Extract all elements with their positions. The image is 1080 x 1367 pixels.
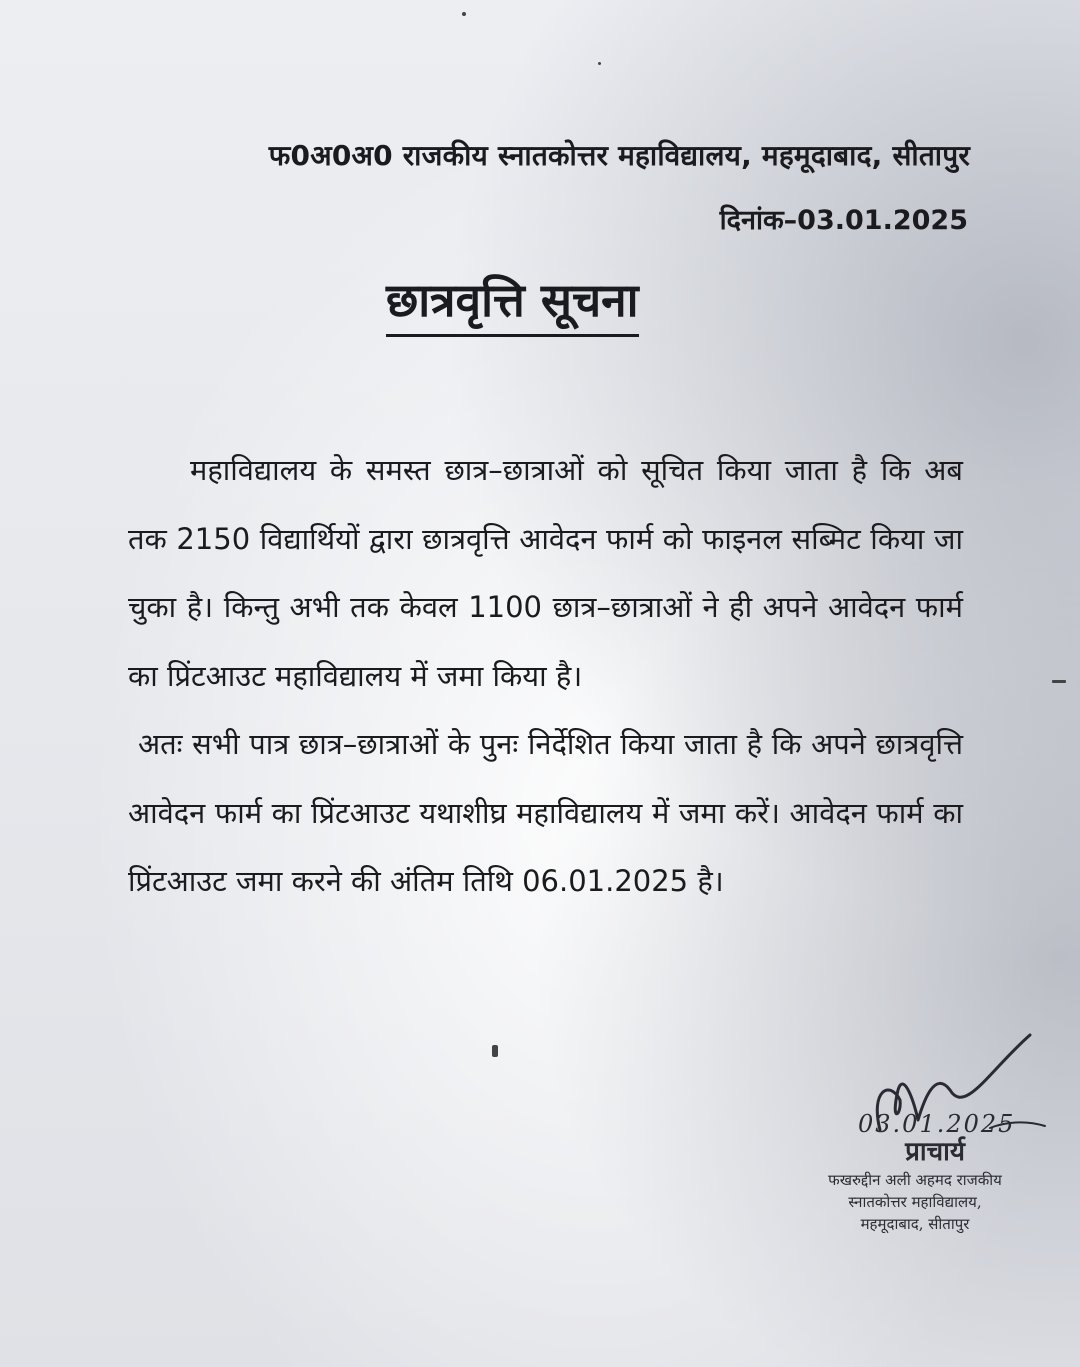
stamp-line-1: फखरुद्दीन अली अहमद राजकीय [828, 1171, 1002, 1189]
principal-stamp [790, 1135, 1040, 1235]
paper-speck [492, 1045, 498, 1057]
principal-designation: प्राचार्य [905, 1137, 965, 1167]
stamp-line-3: महमूदाबाद, सीतापुर [860, 1215, 970, 1233]
paper-speck [598, 62, 601, 65]
paper-speck [462, 12, 466, 16]
notice-title: छात्रवृत्ति सूचना [386, 268, 639, 337]
paper-speck [1052, 680, 1066, 683]
signature-date: 03.01.2025 [858, 1110, 1016, 1138]
notice-paragraph-1: महाविद्यालय के समस्त छात्र–छात्राओं को सूचित किया जाता है कि अब तक 2150 विद्यार्थियों द्वारा छात्रवृत्ति आवेदन फार्म को फाइनल सब्मिट किया जा चुका है। किन्तु अभी तक केवल 1100 छात्र–छात्राओं ने ही अपने आवेदन फार्म का प्रिंटआउट महाविद्यालय में जमा किया है। [128, 453, 963, 693]
notice-date: दिनांक–03.01.2025 [719, 205, 968, 236]
stamp-line-2: स्नातकोत्तर महाविद्यालय, [848, 1193, 982, 1211]
notice-paragraph-2: अतः सभी पात्र छात्र–छात्राओं के पुनः निर्देशित किया जाता है कि अपने छात्रवृत्ति आवेदन फार्म का प्रिंटआउट यथाशीघ्र महाविद्यालय में जमा करें। आवेदन फार्म का प्रिंटआउट जमा करने की अंतिम तिथि 06.01.2025 है। [128, 727, 963, 898]
notice-body [128, 436, 963, 916]
college-header: फ0अ0अ0 राजकीय स्नातकोत्तर महाविद्यालय, महमूदाबाद, सीतापुर [268, 139, 970, 172]
